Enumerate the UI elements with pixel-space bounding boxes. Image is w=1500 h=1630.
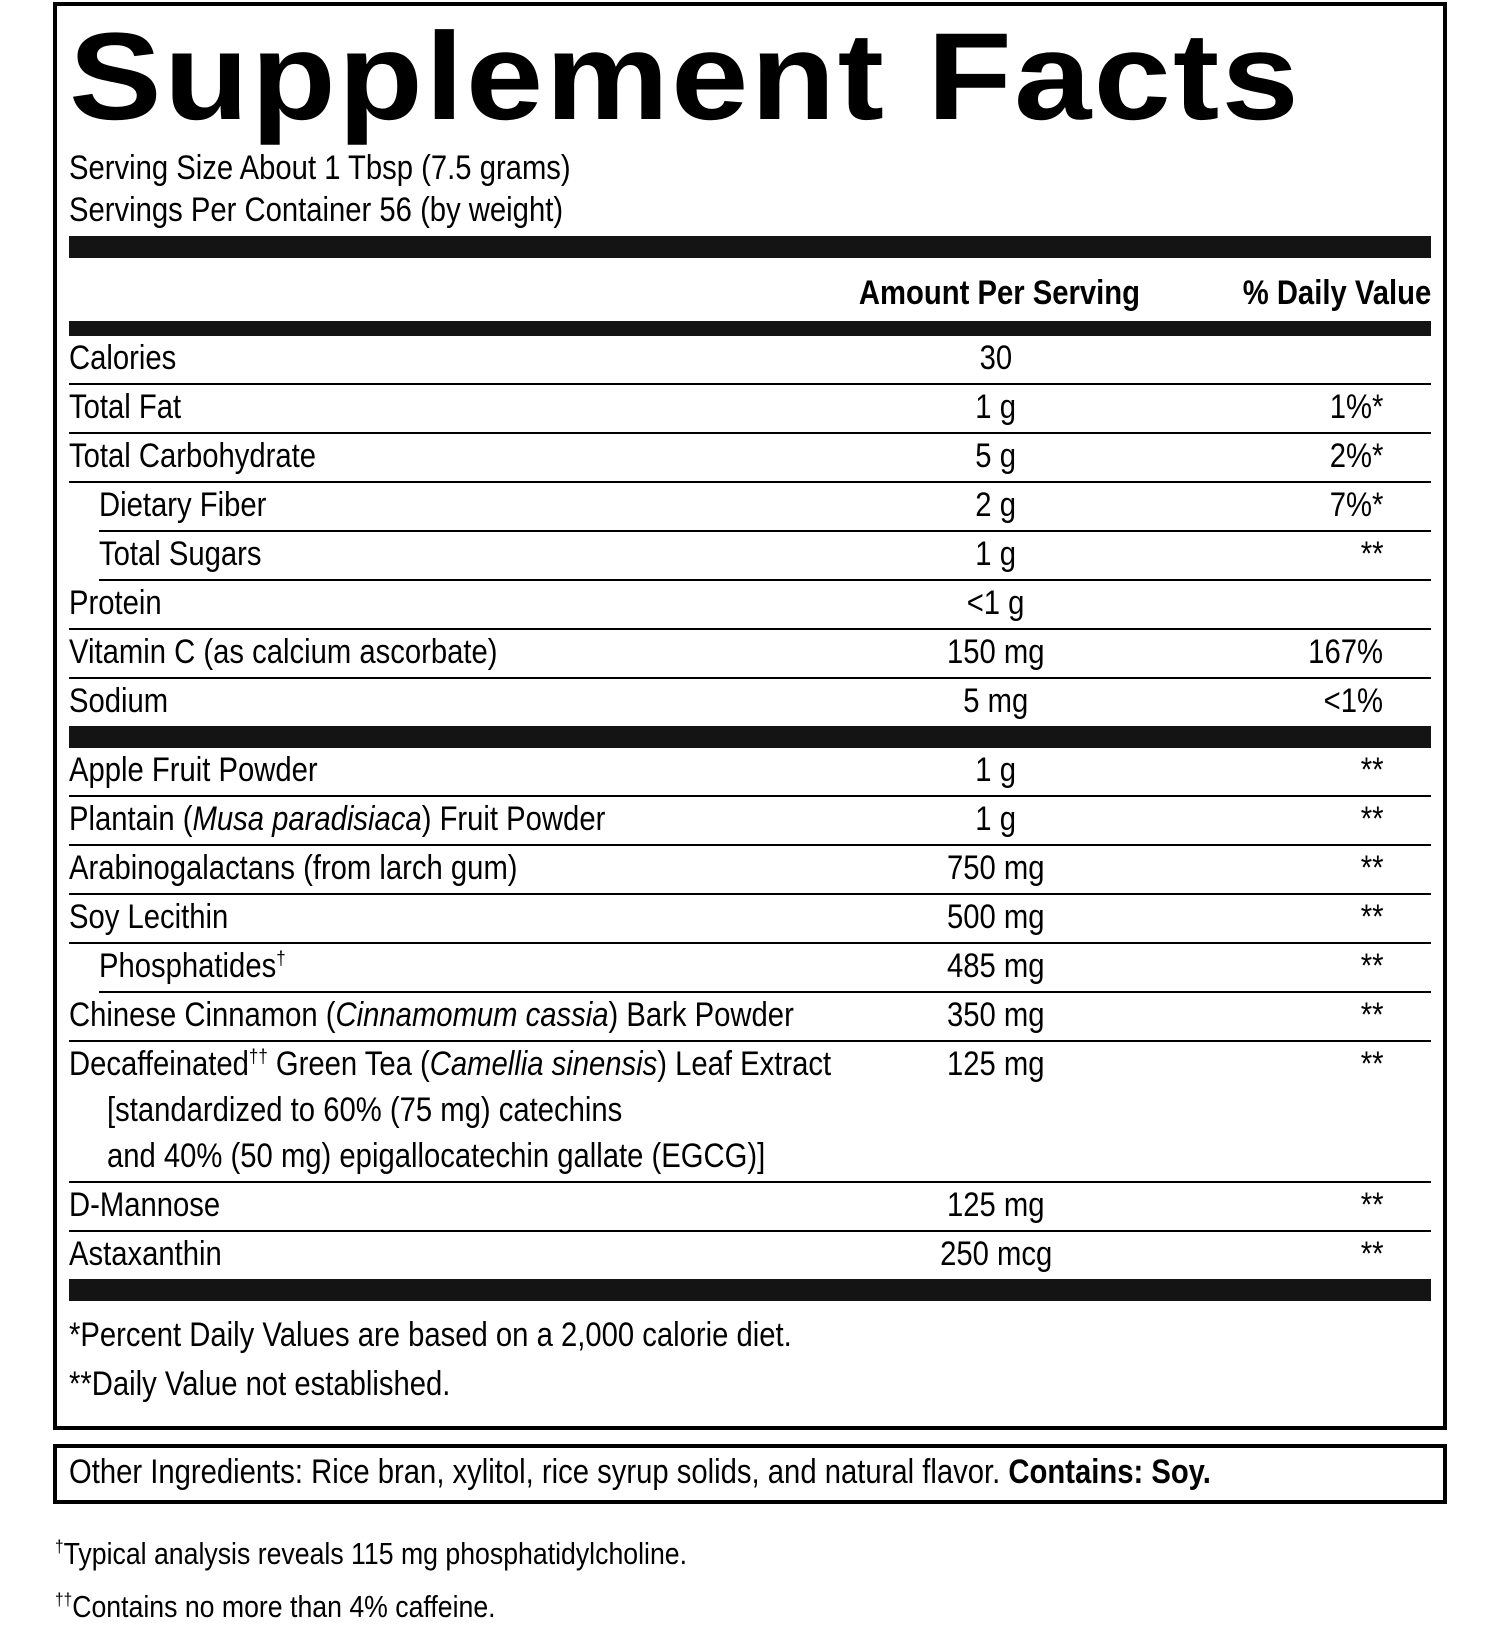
amount-cell: 2 g (975, 485, 1017, 524)
ingredient-name-cell (69, 899, 836, 936)
dagger-footnotes (55, 1530, 1447, 1630)
section-divider-bar (69, 726, 1431, 748)
section-divider-bar (69, 236, 1431, 258)
ingredient-name-cell (69, 389, 836, 426)
table-row (69, 630, 1431, 679)
ingredient-name-cell (69, 1046, 836, 1176)
ingredient-name: Phosphatides† (99, 946, 286, 985)
amount-column-header: Amount Per Serving (858, 273, 1140, 312)
ingredient-name-cell (69, 1187, 836, 1224)
table-row (69, 895, 1431, 944)
ingredient-name-cell (99, 487, 836, 524)
ingredient-detail-line: and 40% (50 mg) epigallocatechin gallate (EGCG)] (107, 1137, 766, 1176)
ingredient-name: Total Sugars (99, 534, 262, 573)
table-row (99, 944, 1431, 993)
table-row (69, 1042, 1431, 1183)
amount-cell: 485 mg (947, 946, 1045, 985)
dv-footnote-not-established: **Daily Value not established. (69, 1364, 451, 1403)
ingredient-name-cell (99, 948, 836, 985)
amount-cell: 750 mg (947, 848, 1045, 887)
ingredient-name-cell (69, 1236, 836, 1273)
daily-value-cell: ** (1360, 848, 1383, 887)
panel-title (69, 8, 1431, 146)
section-divider-bar (69, 1279, 1431, 1301)
ingredient-name: Decaffeinated†† Green Tea (Camellia sinensis) Leaf Extract (69, 1044, 832, 1083)
other-ingredients-text: Other Ingredients: Rice bran, xylitol, rice syrup solids, and natural flavor. Contains: Soy. (69, 1453, 1211, 1492)
table-row (69, 581, 1431, 630)
ingredient-name: Total Carbohydrate (69, 436, 317, 475)
serving-size-line: Serving Size About 1 Tbsp (7.5 grams) (69, 149, 571, 188)
table-row (69, 1183, 1431, 1232)
ingredient-name: D-Mannose (69, 1185, 221, 1224)
daily-value-cell: 1%* (1329, 387, 1383, 426)
ingredient-name-cell (69, 438, 836, 475)
ingredient-name: Vitamin C (as calcium ascorbate) (69, 632, 498, 671)
dv-footnote-percent: *Percent Daily Values are based on a 2,000 calorie diet. (69, 1315, 792, 1354)
ingredient-name: Soy Lecithin (69, 897, 229, 936)
ingredient-name: Total Fat (69, 387, 182, 426)
amount-cell: 125 mg (947, 1044, 1045, 1083)
ingredient-name: Chinese Cinnamon (Cinnamomum cassia) Bark Powder (69, 995, 794, 1034)
ingredient-name: Calories (69, 338, 177, 377)
table-row (69, 336, 1431, 385)
daily-value-cell: ** (1360, 897, 1383, 936)
daily-value-cell: ** (1360, 1185, 1383, 1224)
ingredient-name: Protein (69, 583, 162, 622)
amount-cell: 5 g (975, 436, 1017, 475)
daily-value-cell: <1% (1323, 681, 1383, 720)
daily-value-cell: ** (1360, 799, 1383, 838)
amount-cell: 1 g (975, 387, 1017, 426)
table-row (69, 748, 1431, 797)
ingredient-name-cell (69, 801, 836, 838)
table-row (69, 385, 1431, 434)
table-row (69, 1232, 1431, 1279)
table-row (99, 532, 1431, 581)
ingredient-name-cell (69, 585, 836, 622)
daily-value-cell: 167% (1308, 632, 1383, 671)
daily-value-cell: 2%* (1329, 436, 1383, 475)
ingredient-name: Sodium (69, 681, 169, 720)
daily-value-cell (1156, 339, 1431, 378)
header-rule (69, 321, 1431, 336)
amount-cell: 1 g (975, 799, 1017, 838)
ingredient-name-cell (69, 997, 836, 1034)
daily-value-cell: ** (1360, 995, 1383, 1034)
ingredient-name: Arabinogalactans (from larch gum) (69, 848, 518, 887)
table-row (69, 993, 1431, 1042)
panel-title-text: Supplement Facts (69, 8, 1301, 146)
amount-cell: <1 g (967, 583, 1025, 622)
other-ingredients-box (53, 1444, 1447, 1503)
amount-cell: 30 (979, 338, 1013, 377)
amount-cell: 5 mg (963, 681, 1029, 720)
daily-value-cell: ** (1360, 1234, 1383, 1273)
supplement-label-page (53, 2, 1447, 1630)
amount-cell: 250 mcg (939, 1234, 1053, 1273)
column-header-row (69, 258, 1431, 321)
amount-cell: 150 mg (947, 632, 1045, 671)
daily-value-cell: ** (1360, 750, 1383, 789)
ingredient-name-cell (99, 536, 836, 573)
table-row (69, 846, 1431, 895)
nutrient-rows (69, 336, 1431, 1301)
amount-cell: 350 mg (947, 995, 1045, 1034)
ingredient-name: Astaxanthin (69, 1234, 222, 1273)
amount-cell: 500 mg (947, 897, 1045, 936)
ingredient-name-cell (69, 683, 836, 720)
amount-cell: 1 g (975, 750, 1017, 789)
daily-value-column-header: % Daily Value (1242, 273, 1431, 312)
ingredient-name-cell (69, 340, 836, 377)
dagger-footnote-line: ††Contains no more than 4% caffeine. (55, 1588, 496, 1624)
ingredient-name-cell (69, 752, 836, 789)
dv-footnotes (69, 1301, 1431, 1421)
table-row (69, 797, 1431, 846)
ingredient-name: Apple Fruit Powder (69, 750, 318, 789)
ingredient-name: Dietary Fiber (99, 485, 267, 524)
ingredient-name-cell (69, 850, 836, 887)
table-row (99, 483, 1431, 532)
table-row (69, 679, 1431, 726)
amount-cell: 1 g (975, 534, 1017, 573)
daily-value-cell (1156, 584, 1431, 623)
servings-per-container-line: Servings Per Container 56 (by weight) (69, 190, 564, 229)
dagger-footnote-line: †Typical analysis reveals 115 mg phosphatidylcholine. (55, 1535, 688, 1571)
ingredient-detail-line: [standardized to 60% (75 mg) catechins (107, 1091, 623, 1130)
supplement-facts-panel (53, 2, 1447, 1430)
ingredient-name-cell (69, 634, 836, 671)
amount-cell: 125 mg (947, 1185, 1045, 1224)
ingredient-name: Plantain (Musa paradisiaca) Fruit Powder (69, 799, 606, 838)
daily-value-cell: ** (1360, 534, 1383, 573)
daily-value-cell: 7%* (1329, 485, 1383, 524)
daily-value-cell: ** (1360, 946, 1383, 985)
daily-value-cell: ** (1360, 1044, 1383, 1083)
table-row (69, 434, 1431, 483)
